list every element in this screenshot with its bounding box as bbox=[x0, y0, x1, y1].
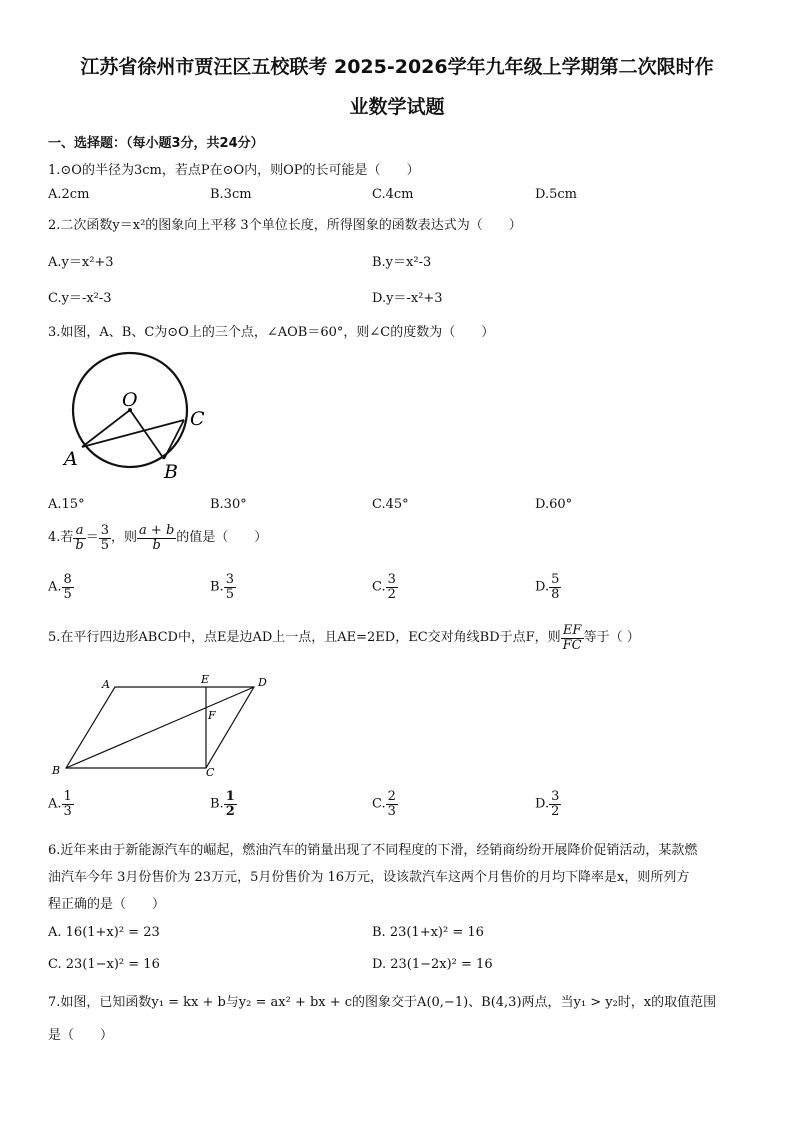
question-2-stem: 2.二次函数y＝x²的图象向上平移 3个单位长度，所得图象的函数表达式为（ ） bbox=[48, 218, 522, 233]
question-6-option-a: A. 16(1+x)² = 23 bbox=[48, 925, 160, 940]
question-2-option-a: A.y＝x²+3 bbox=[48, 255, 114, 270]
question-7-line-1: 7.如图，已知函数y₁ = kx + b与y₂ = ax² + bx + c的图象交于A(0,−1)、B(4,3)两点，当y₁ > y₂时，x的取值范围 bbox=[48, 995, 717, 1010]
question-5-option-b bbox=[210, 790, 237, 818]
option-num: 8 bbox=[63, 572, 72, 587]
figure5-label-a: A bbox=[102, 678, 110, 691]
figure3-label-a: A bbox=[64, 448, 78, 470]
q4-expr-num: a + b bbox=[139, 523, 175, 538]
q4-given-den: b bbox=[75, 537, 84, 553]
q4-given-fraction bbox=[73, 524, 85, 552]
question-1-option-c: C.4cm bbox=[372, 187, 414, 202]
figure5-label-d: D bbox=[258, 676, 267, 689]
option-num: 2 bbox=[387, 789, 396, 804]
q4-given-num: a bbox=[73, 524, 85, 539]
option-num: 5 bbox=[551, 572, 560, 587]
option-den: 2 bbox=[551, 803, 560, 819]
question-2-option-c: C.y＝-x²-3 bbox=[48, 291, 112, 306]
option-label: D. bbox=[535, 796, 550, 812]
question-1-option-a: A.2cm bbox=[48, 187, 90, 202]
option-num: 3 bbox=[225, 572, 234, 587]
question-7-line-2: 是（ ） bbox=[48, 1028, 114, 1043]
figure3-label-b: B bbox=[164, 461, 178, 483]
question-1-option-d: D.5cm bbox=[535, 187, 577, 202]
question-2-option-b: B.y＝x²-3 bbox=[372, 255, 432, 270]
q4-prefix: 4.若 bbox=[48, 530, 74, 546]
q4-suffix: 的值是（ ） bbox=[176, 530, 268, 546]
question-3-circle-figure bbox=[60, 350, 220, 485]
option-den: 3 bbox=[387, 803, 396, 819]
question-3-option-a: A.15° bbox=[48, 497, 85, 512]
q5-ratio bbox=[561, 624, 584, 652]
question-5-parallelogram-figure bbox=[48, 672, 278, 782]
option-num: 1 bbox=[225, 789, 235, 804]
figure3-label-o: O bbox=[122, 389, 138, 411]
q4-mid: ，则 bbox=[111, 530, 138, 546]
figure5-label-f: F bbox=[208, 709, 216, 722]
question-6-line-1: 6.近年来由于新能源汽车的崛起，燃油汽车的销量出现了不同程度的下滑，经销商纷纷开展降价促销活动，某款燃 bbox=[48, 843, 698, 858]
page-title-line2: 业数学试题 bbox=[349, 96, 445, 118]
question-5-stem bbox=[48, 624, 640, 652]
q4-expression bbox=[137, 524, 176, 552]
figure5-label-e: E bbox=[201, 673, 210, 686]
question-6-option-b: B. 23(1+x)² = 16 bbox=[372, 925, 484, 940]
question-4-option-a bbox=[48, 573, 74, 601]
question-6-option-c: C. 23(1−x)² = 16 bbox=[48, 957, 160, 972]
option-den: 5 bbox=[225, 586, 234, 602]
figure3-label-c: C bbox=[190, 408, 205, 430]
question-6-line-2: 油汽车今年 3月份售价为 23万元，5月份售价为 16万元，设该款汽车这两个月售价的月均下降率是x，则所列方 bbox=[48, 870, 690, 885]
q4-eq: ＝ bbox=[85, 530, 99, 546]
question-3-option-c: C.45° bbox=[372, 497, 409, 512]
option-den: 2 bbox=[387, 586, 396, 602]
page-title-line1: 江苏省徐州市贾汪区五校联考 2025-2026学年九年级上学期第二次限时作 bbox=[80, 56, 714, 78]
q5-ratio-den: FC bbox=[562, 637, 582, 653]
question-2-option-d: D.y＝-x²+3 bbox=[372, 291, 443, 306]
option-label: B. bbox=[210, 579, 224, 595]
question-6-line-3: 程正确的是（ ） bbox=[48, 897, 166, 912]
figure5-label-c: C bbox=[206, 766, 215, 779]
q5-ratio-num: EF bbox=[561, 624, 584, 639]
q4-expr-den: b bbox=[152, 537, 161, 553]
option-den: 5 bbox=[63, 586, 72, 602]
option-label: B. bbox=[210, 796, 224, 812]
option-label: A. bbox=[48, 796, 62, 812]
question-1-option-b: B.3cm bbox=[210, 187, 252, 202]
question-4-option-c bbox=[372, 573, 398, 601]
question-6-option-d: D. 23(1−2x)² = 16 bbox=[372, 957, 493, 972]
question-4-option-b bbox=[210, 573, 236, 601]
question-5-option-d bbox=[535, 790, 561, 818]
question-5-option-a bbox=[48, 790, 74, 818]
q5-suffix: 等于（ ） bbox=[583, 630, 640, 646]
question-4-stem bbox=[48, 524, 267, 552]
option-den: 2 bbox=[225, 803, 235, 819]
option-label: A. bbox=[48, 579, 62, 595]
question-1-stem: 1.⊙O的半径为3cm，若点P在⊙O内，则OP的长可能是（ ） bbox=[48, 163, 420, 178]
figure5-label-b: B bbox=[52, 764, 61, 777]
q4-given-value bbox=[99, 524, 111, 552]
q4-given-val-den: 5 bbox=[100, 537, 110, 553]
question-4-option-d bbox=[535, 573, 561, 601]
question-3-option-d: D.60° bbox=[535, 497, 573, 512]
option-den: 3 bbox=[63, 803, 72, 819]
option-label: C. bbox=[372, 796, 386, 812]
question-3-stem: 3.如图，A、B、C为⊙O上的三个点，∠AOB＝60°，则∠C的度数为（ ） bbox=[48, 325, 495, 340]
question-3-option-b: B.30° bbox=[210, 497, 247, 512]
option-num: 3 bbox=[551, 789, 560, 804]
q4-given-val-num: 3 bbox=[100, 523, 110, 538]
option-den: 8 bbox=[551, 586, 560, 602]
option-label: C. bbox=[372, 579, 386, 595]
q5-stem-text: 5.在平行四边形ABCD中，点E是边AD上一点，且AE=2ED，EC交对角线BD于点F，则 bbox=[48, 630, 561, 646]
option-label: D. bbox=[535, 579, 550, 595]
question-5-option-c bbox=[372, 790, 398, 818]
option-num: 1 bbox=[63, 789, 72, 804]
section-heading: 一、选择题：（每小题3分，共24分） bbox=[48, 136, 264, 151]
option-num: 3 bbox=[387, 572, 396, 587]
